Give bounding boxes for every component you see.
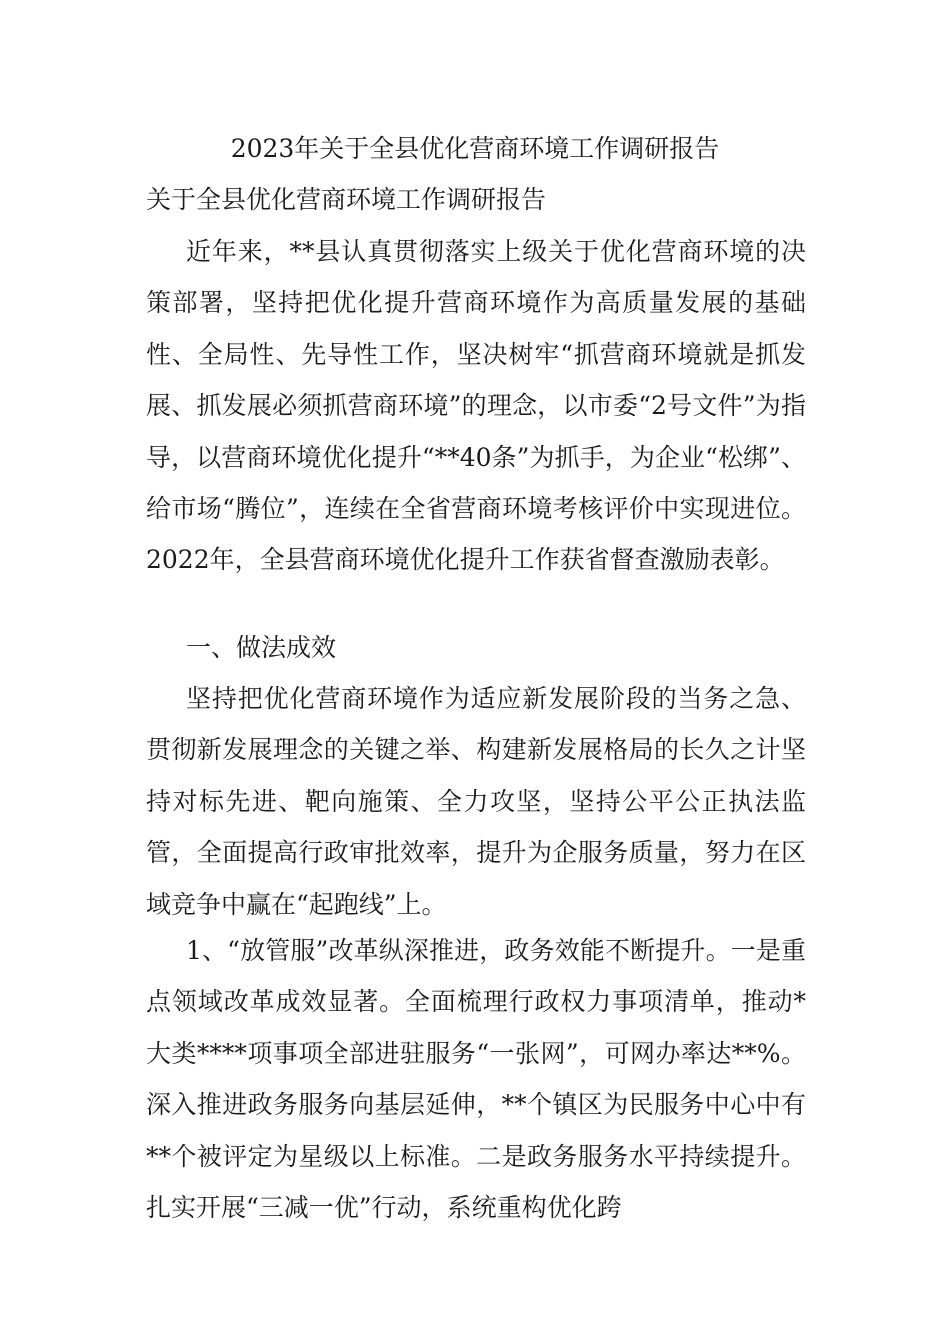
document-subtitle: 关于全县优化营商环境工作调研报告 xyxy=(146,185,547,214)
section-heading: 一、做法成效 xyxy=(186,633,337,662)
document-title: 2023年关于全县优化营商环境工作调研报告 xyxy=(230,134,720,163)
paragraph-point-1: 1、“放管服”改革纵深推进，政务效能不断提升。一是重点领域改革成效显著。全面梳理行政权力事项清单，推动*大类****项事项全部进驻服务“一张网”，可网办率达**%。深入推进政务服务向基层延伸，**个镇区为民服务中心中有**个被评定为星级以上标准。二是政务服务水平持续提升。扎实开展“三减一优”行动，系统重构优化跨 xyxy=(146,936,806,1223)
paragraph-intro: 近年来，**县认真贯彻落实上级关于优化营商环境的决策部署，坚持把优化提升营商环境作为高质量发展的基础性、全局性、先导性工作，坚决树牢“抓营商环境就是抓发展、抓发展必须抓营商环境”的理念，以市委“2号文件”为指导，以营商环境优化提升“**40条”为抓手，为企业“松绑”、给市场“腾位”，连续在全省营商环境考核评价中实现进位。2022年，全县营商环境优化提升工作获省督查激励表彰。 xyxy=(146,237,806,575)
paragraph-overview: 坚持把优化营商环境作为适应新发展阶段的当务之急、贯彻新发展理念的关键之举、构建新发展格局的长久之计坚持对标先进、靶向施策、全力攻坚，坚持公平公正执法监管，全面提高行政审批效率，提升为企服务质量，努力在区域竞争中赢在“起跑线”上。 xyxy=(146,684,806,919)
